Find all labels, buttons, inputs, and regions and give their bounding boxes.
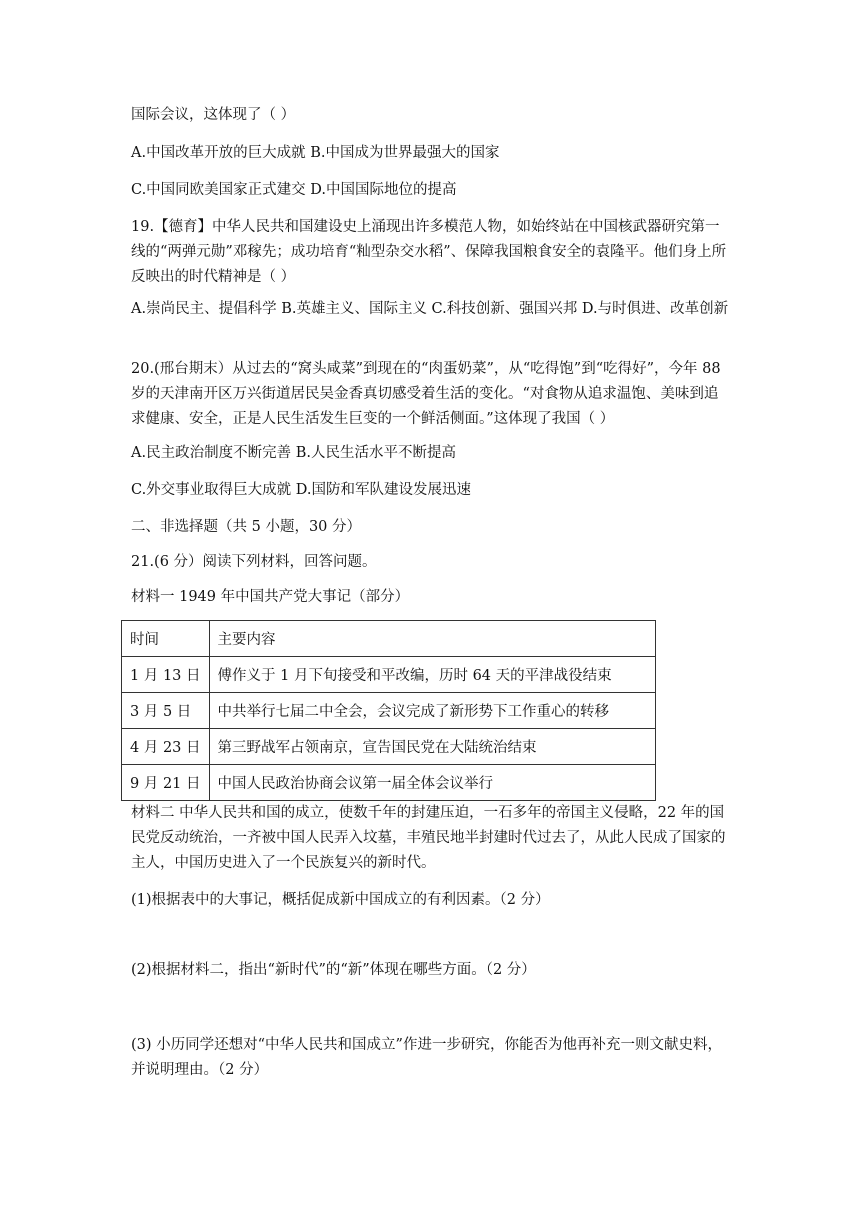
material-two: 材料二 中华人民共和国的成立，使数千年的封建压迫，一石多年的帝国主义侵略，22 年的国民党反动统治，一齐被中国人民弄入坟墓，丰殖民地半封建时代过去了，从此人民成了国家的主人，中国历史进入了一个民族复兴的新时代。 [131, 805, 726, 871]
q18-options-cd: C.中国同欧美国家正式建交 D.中国国际地位的提高 [131, 182, 457, 198]
material-one-title: 材料一 1949 年中国共产党大事记（部分） [131, 589, 410, 605]
table-row [122, 729, 656, 765]
row-content: 中国人民政治协商会议第一届全体会议举行 [209, 765, 655, 801]
q18-stem-tail: 国际会议，这体现了（ ） [131, 107, 296, 123]
table-header-row [122, 621, 656, 657]
table-row [122, 693, 656, 729]
row-time: 3 月 5 日 [122, 693, 210, 729]
row-content: 傅作义于 1 月下旬接受和平改编，历时 64 天的平津战役结束 [209, 657, 655, 693]
q20-options-cd: C.外交事业取得巨大成就 D.国防和军队建设发展迅速 [131, 482, 472, 498]
table-row [122, 765, 656, 801]
q18-options-ab: A.中国改革开放的巨大成就 B.中国成为世界最强大的国家 [131, 145, 500, 161]
q19-options: A.崇尚民主、提倡科学 B.英雄主义、国际主义 C.科技创新、强国兴邦 D.与时俱进、改革创新 [131, 301, 729, 317]
row-time: 4 月 23 日 [122, 729, 210, 765]
row-content: 第三野战军占领南京，宣告国民党在大陆统治结束 [209, 729, 655, 765]
sub-question-1: (1)根据表中的大事记，概括促成新中国成立的有利因素。（2 分） [131, 892, 550, 908]
header-content: 主要内容 [209, 621, 655, 657]
q21-stem: 21.(6 分）阅读下列材料，回答问题。 [131, 554, 377, 570]
section-heading: 二、非选择题（共 5 小题，30 分） [131, 519, 362, 535]
sub-question-2: (2)根据材料二，指出“新时代”的“新”体现在哪些方面。（2 分） [131, 962, 536, 978]
q20-stem: 20.(邢台期末）从过去的“窝头咸菜”到现在的“肉蛋奶菜”，从“吃得饱”到“吃得好”，今年 88 岁的天津南开区万兴街道居民吴金香真切感受着生活的变化。“对食物从追求温饱、美味到追求健康、安全，正是人民生活发生巨变的一个鲜活侧面。”这体现了我国（ ） [131, 361, 721, 427]
row-time: 1 月 13 日 [122, 657, 210, 693]
q19-stem: 19.【德育】中华人民共和国建设史上涌现出许多模范人物，如始终站在中国核武器研究第一线的“两弹元勋”邓稼先；成功培育“籼型杂交水稻”、保障我国粮食安全的袁隆平。他们身上所反映出的时代精神是（ ） [131, 219, 727, 285]
row-content: 中共举行七届二中全会，会议完成了新形势下工作重心的转移 [209, 693, 655, 729]
q20-options-ab: A.民主政治制度不断完善 B.人民生活水平不断提高 [131, 445, 456, 461]
header-time: 时间 [122, 621, 210, 657]
sub-question-3: (3) 小历同学还想对“中华人民共和国成立”作进一步研究，你能否为他再补充一则文献史料，并说明理由。（2 分） [131, 1037, 722, 1078]
table-row [122, 657, 656, 693]
events-table [121, 620, 656, 801]
row-time: 9 月 21 日 [122, 765, 210, 801]
